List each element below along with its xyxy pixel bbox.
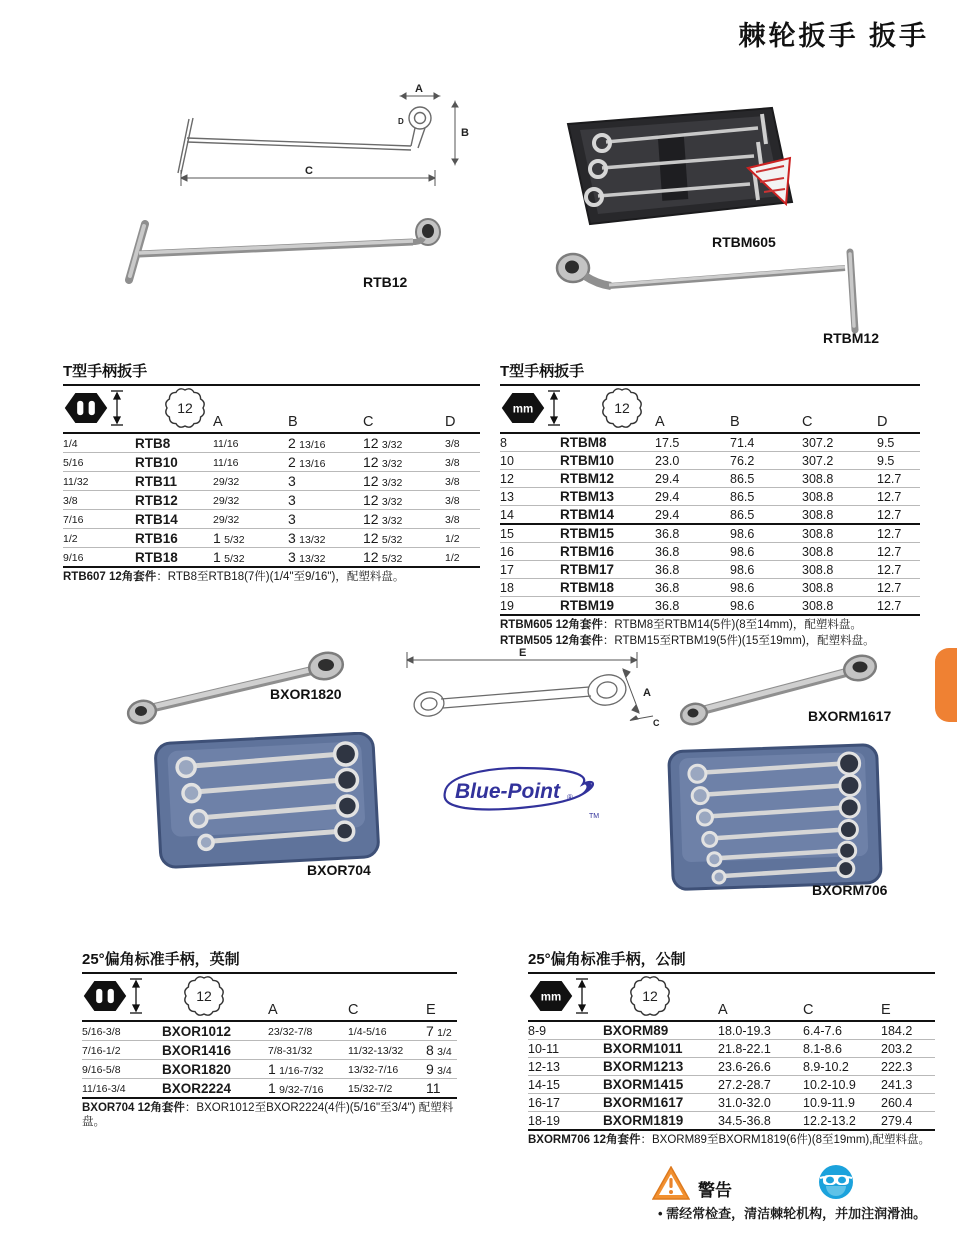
value-cell: 308.8	[802, 544, 834, 559]
value-cell: 12.7	[877, 489, 902, 504]
value-cell: 36.8	[655, 526, 680, 541]
warning-triangle-icon	[652, 1166, 690, 1200]
value-cell: 241.3	[881, 1077, 913, 1092]
12-point-badge-icon	[182, 974, 226, 1018]
col-e: E	[426, 1002, 436, 1018]
value-cell: 8 3/4	[426, 1042, 452, 1058]
value-cell: 12.7	[877, 507, 902, 522]
height-arrow-icon	[128, 976, 144, 1016]
rtbm-table-section	[500, 360, 920, 648]
value-cell: 17.5	[655, 435, 680, 450]
table-row	[528, 1076, 935, 1094]
value-cell: 2 13/16	[288, 454, 326, 470]
rtbm605-set-photo	[540, 106, 798, 236]
rtb12-label: RTB12	[363, 274, 408, 290]
dim-b-label: B	[461, 127, 469, 139]
svg-text:mm: mm	[540, 991, 562, 1004]
col-c: C	[803, 1002, 814, 1018]
size-cell: 18-19	[528, 1113, 560, 1128]
size-cell: 14-15	[528, 1077, 560, 1092]
value-cell: 6.4-7.6	[803, 1023, 842, 1038]
size-cell: 13	[500, 489, 514, 504]
model-cell: RTB12	[135, 492, 178, 508]
value-cell: 98.6	[730, 580, 755, 595]
size-cell: 12-13	[528, 1059, 560, 1074]
page-title: 棘轮扳手 扳手	[738, 21, 929, 51]
inch-square-drive-icon	[82, 977, 128, 1015]
size-cell: 10	[500, 453, 514, 468]
value-cell: 3/8	[445, 476, 460, 488]
header-row	[500, 385, 920, 433]
table-row	[82, 1060, 457, 1079]
col-e: E	[881, 1002, 891, 1018]
bxor1820-label: BXOR1820	[270, 686, 342, 702]
value-cell: 203.2	[881, 1041, 913, 1056]
model-cell: RTBM14	[560, 507, 615, 522]
col-a: A	[213, 414, 223, 430]
rtbm605-label: RTBM605	[712, 234, 776, 250]
bxor-footnote: BXOR704 12角套件：BXOR1012至BXOR2224(4件)(5/16"至3/4") 配塑料盘。	[82, 1102, 454, 1128]
size-cell: 11/32	[63, 476, 89, 488]
value-cell: 308.8	[802, 471, 834, 486]
model-cell: RTB8	[135, 435, 171, 451]
value-cell: 86.5	[730, 507, 755, 522]
table-row	[500, 452, 920, 470]
col-b: B	[288, 414, 298, 430]
col-d: D	[445, 414, 456, 430]
size-cell: 9/16-5/8	[82, 1064, 121, 1076]
header-icons-cell	[500, 385, 655, 433]
table-row	[528, 1021, 935, 1040]
model-cell: RTBM13	[560, 489, 615, 504]
model-cell: BXOR1012	[162, 1023, 232, 1039]
value-cell: 27.2-28.7	[718, 1077, 771, 1092]
model-cell: RTBM17	[560, 562, 615, 577]
value-cell: 21.8-22.1	[718, 1041, 771, 1056]
value-cell: 15/32-7/2	[348, 1083, 393, 1095]
value-cell: 7/8-31/32	[268, 1045, 313, 1057]
model-cell: BXORM1819	[603, 1113, 684, 1128]
value-cell: 3	[288, 473, 296, 489]
dim-e-label: E	[519, 647, 527, 659]
12-point-badge-icon	[628, 974, 672, 1018]
value-cell: 12 3/32	[363, 435, 403, 451]
value-cell: 12.7	[877, 562, 902, 577]
model-cell: BXORM89	[603, 1023, 669, 1038]
table-row	[500, 470, 920, 488]
value-cell: 1 1/16-7/32	[268, 1061, 324, 1077]
model-cell: RTB16	[135, 530, 178, 546]
safety-goggles-icon	[818, 1164, 854, 1200]
value-cell: 12 5/32	[363, 549, 403, 565]
value-cell: 12.7	[877, 544, 902, 559]
size-cell: 1/4	[63, 438, 78, 450]
value-cell: 18.0-19.3	[718, 1023, 771, 1038]
value-cell: 12.7	[877, 580, 902, 595]
value-cell: 86.5	[730, 471, 755, 486]
size-cell: 3/8	[63, 495, 78, 507]
model-cell: RTBM8	[560, 435, 607, 450]
size-cell: 5/16	[63, 457, 84, 469]
section-tab	[935, 648, 957, 722]
value-cell: 279.4	[881, 1113, 913, 1128]
dim-d-label: D	[398, 117, 404, 126]
col-a: A	[718, 1002, 728, 1018]
header-row	[63, 385, 480, 433]
table-row	[528, 1112, 935, 1131]
col-c: C	[802, 414, 813, 430]
mm-drive-icon	[528, 977, 574, 1015]
model-cell: RTBM19	[560, 598, 615, 613]
value-cell: 3 13/32	[288, 549, 326, 565]
value-cell: 9.5	[877, 453, 895, 468]
table-row	[500, 524, 920, 543]
value-cell: 260.4	[881, 1095, 913, 1110]
table-row	[500, 561, 920, 579]
bxorm-table	[528, 972, 935, 1131]
svg-text:12: 12	[196, 988, 212, 1004]
value-cell: 3	[288, 492, 296, 508]
table-row	[63, 529, 480, 548]
size-cell: 19	[500, 598, 514, 613]
col-c: C	[363, 414, 374, 430]
size-cell: 8	[500, 435, 507, 450]
value-cell: 9 3/4	[426, 1061, 452, 1077]
value-cell: 12.7	[877, 471, 902, 486]
value-cell: 12 5/32	[363, 530, 403, 546]
12-point-badge-icon	[163, 386, 207, 430]
table-row	[82, 1021, 457, 1041]
value-cell: 12 3/32	[363, 511, 403, 527]
dim-a-label: A	[415, 83, 423, 95]
value-cell: 36.8	[655, 598, 680, 613]
value-cell: 29/32	[213, 495, 240, 507]
col-d: D	[877, 414, 888, 430]
bxorm-table-title: 25°偏角标准手柄，公制	[528, 951, 686, 968]
size-cell: 8-9	[528, 1023, 547, 1038]
table-row	[528, 1040, 935, 1058]
value-cell: 12 3/32	[363, 473, 403, 489]
table-row	[82, 1079, 457, 1099]
table-row	[500, 488, 920, 506]
value-cell: 71.4	[730, 435, 755, 450]
svg-text:12: 12	[642, 988, 658, 1004]
value-cell: 29/32	[213, 476, 240, 488]
value-cell: 3/8	[445, 457, 460, 469]
value-cell: 7 1/2	[426, 1023, 452, 1039]
table-row	[500, 597, 920, 616]
value-cell: 98.6	[730, 544, 755, 559]
table-row	[500, 579, 920, 597]
value-cell: 12.7	[877, 598, 902, 613]
warning-bullet-text: • 需经常检查，清洁棘轮机构，并加注润滑油。	[658, 1203, 926, 1222]
value-cell: 31.0-32.0	[718, 1095, 771, 1110]
model-cell: RTBM12	[560, 471, 615, 486]
table-row	[528, 1058, 935, 1076]
model-cell: RTB11	[135, 473, 178, 489]
value-cell: 307.2	[802, 435, 834, 450]
mm-drive-icon	[500, 389, 546, 427]
bxorm1617-label: BXORM1617	[808, 708, 892, 724]
bxorm706-set-photo	[663, 742, 891, 894]
bxor-table	[82, 972, 457, 1099]
height-arrow-icon	[546, 388, 562, 428]
bluepoint-wordmark: Blue-Point	[455, 780, 560, 803]
value-cell: 29.4	[655, 489, 680, 504]
rtbm12-photo	[545, 246, 875, 336]
model-cell: RTB14	[135, 511, 178, 527]
model-cell: BXOR1416	[162, 1042, 232, 1058]
registered-mark: ®	[567, 793, 573, 802]
model-cell: BXOR2224	[162, 1080, 232, 1096]
value-cell: 8.9-10.2	[803, 1059, 849, 1074]
model-cell: BXORM1617	[603, 1095, 684, 1110]
table-row	[500, 433, 920, 452]
value-cell: 3/8	[445, 514, 460, 526]
size-cell: 18	[500, 580, 514, 595]
value-cell: 12 3/32	[363, 492, 403, 508]
value-cell: 12 3/32	[363, 454, 403, 470]
value-cell: 23/32-7/8	[268, 1026, 313, 1038]
header-icons-cell	[63, 385, 213, 433]
value-cell: 9.5	[877, 435, 895, 450]
table-row	[63, 472, 480, 491]
value-cell: 2 13/16	[288, 435, 326, 451]
value-cell: 11	[426, 1080, 441, 1096]
size-cell: 16-17	[528, 1095, 560, 1110]
12-point-badge-icon	[600, 386, 644, 430]
model-cell: RTB10	[135, 454, 178, 470]
svg-text:mm: mm	[512, 403, 534, 416]
value-cell: 23.0	[655, 453, 680, 468]
table-row	[528, 1094, 935, 1112]
col-c: C	[348, 1002, 359, 1018]
value-cell: 36.8	[655, 580, 680, 595]
rtb-footnote: RTB607 12角套件：RTB8至RTB18(7件)(1/4"至9/16")，配塑料盘。	[63, 571, 405, 583]
table-row	[63, 510, 480, 529]
value-cell: 3/8	[445, 438, 460, 450]
value-cell: 3/8	[445, 495, 460, 507]
rtb-table	[63, 384, 480, 568]
size-cell: 9/16	[63, 552, 84, 564]
value-cell: 308.8	[802, 489, 834, 504]
value-cell: 12.7	[877, 526, 902, 541]
dim-c-label: C	[653, 718, 660, 728]
header-row	[528, 973, 935, 1021]
value-cell: 29/32	[213, 514, 240, 526]
table-row	[82, 1041, 457, 1060]
value-cell: 10.9-11.9	[803, 1095, 855, 1110]
value-cell: 1/2	[445, 533, 460, 545]
bxor704-set-photo	[150, 732, 390, 870]
value-cell: 1 5/32	[213, 549, 245, 565]
value-cell: 1/4-5/16	[348, 1026, 387, 1038]
value-cell: 10.2-10.9	[803, 1077, 856, 1092]
value-cell: 1 9/32-7/16	[268, 1080, 324, 1096]
rtbm-table-title: T型手柄扳手	[500, 363, 585, 380]
height-arrow-icon	[574, 976, 590, 1016]
bluepoint-logo	[433, 760, 601, 822]
size-cell: 7/16-1/2	[82, 1045, 121, 1057]
value-cell: 11/16	[213, 438, 239, 450]
table-row	[63, 453, 480, 472]
bxor-table-title: 25°偏角标准手柄，英制	[82, 951, 240, 968]
dim-c-label: C	[305, 165, 313, 177]
value-cell: 308.8	[802, 562, 834, 577]
value-cell: 308.8	[802, 507, 834, 522]
col-b: B	[730, 414, 740, 430]
value-cell: 13/32-7/16	[348, 1064, 399, 1076]
table-row	[63, 433, 480, 453]
header-icons-cell	[528, 973, 718, 1021]
value-cell: 308.8	[802, 526, 834, 541]
box-wrench-dimension-drawing	[395, 646, 665, 746]
bxor704-label: BXOR704	[307, 862, 371, 878]
value-cell: 3 13/32	[288, 530, 326, 546]
value-cell: 307.2	[802, 453, 834, 468]
size-cell: 5/16-3/8	[82, 1026, 121, 1038]
bxorm706-label: BXORM706	[812, 882, 888, 898]
table-row	[63, 491, 480, 510]
inch-square-drive-icon	[63, 389, 109, 427]
t-wrench-dimension-drawing	[115, 82, 475, 187]
value-cell: 308.8	[802, 598, 834, 613]
tm-mark: TM	[589, 813, 600, 820]
col-a: A	[268, 1002, 278, 1018]
value-cell: 3	[288, 511, 296, 527]
rtb-table-section	[63, 360, 480, 584]
value-cell: 98.6	[730, 526, 755, 541]
rtb-table-title: T型手柄扳手	[63, 363, 148, 380]
value-cell: 86.5	[730, 489, 755, 504]
warning-label: 警告	[698, 1181, 732, 1200]
bxorm-table-section	[528, 948, 935, 1147]
value-cell: 76.2	[730, 453, 755, 468]
size-cell: 14	[500, 507, 514, 522]
size-cell: 1/2	[63, 533, 78, 545]
header-row	[82, 973, 457, 1021]
table-row	[500, 543, 920, 561]
value-cell: 36.8	[655, 544, 680, 559]
value-cell: 36.8	[655, 562, 680, 577]
size-cell: 10-11	[528, 1041, 560, 1056]
value-cell: 12.2-13.2	[803, 1113, 856, 1128]
rtbm-table	[500, 384, 920, 616]
value-cell: 184.2	[881, 1023, 913, 1038]
value-cell: 1 5/32	[213, 530, 245, 546]
model-cell: RTBM10	[560, 453, 615, 468]
value-cell: 29.4	[655, 471, 680, 486]
value-cell: 98.6	[730, 598, 755, 613]
model-cell: RTB18	[135, 549, 178, 565]
table-row	[63, 548, 480, 568]
size-cell: 15	[500, 526, 514, 541]
rtbm-footnote-2: RTBM505 12角套件：RTBM15至RTBM19(5件)(15至19mm)，配塑料盘。	[500, 635, 875, 647]
model-cell: BXORM1415	[603, 1077, 684, 1092]
size-cell: 11/16-3/4	[82, 1083, 126, 1095]
value-cell: 34.5-36.8	[718, 1113, 771, 1128]
bxorm-footnote: BXORM706 12角套件：BXORM89至BXORM1819(6件)(8至19mm),配塑料盘。	[528, 1134, 930, 1146]
value-cell: 308.8	[802, 580, 834, 595]
value-cell: 11/16	[213, 457, 239, 469]
svg-text:12: 12	[614, 400, 630, 416]
dim-a-label: A	[643, 687, 651, 699]
model-cell: RTBM18	[560, 580, 615, 595]
svg-text:12: 12	[177, 400, 193, 416]
value-cell: 98.6	[730, 562, 755, 577]
model-cell: BXOR1820	[162, 1061, 232, 1077]
size-cell: 16	[500, 544, 514, 559]
header-icons-cell	[82, 973, 268, 1021]
value-cell: 222.3	[881, 1059, 913, 1074]
value-cell: 8.1-8.6	[803, 1041, 842, 1056]
size-cell: 7/16	[63, 514, 84, 526]
rtbm12-label: RTBM12	[823, 330, 880, 346]
col-a: A	[655, 414, 665, 430]
rtbm-footnote-1: RTBM605 12角套件：RTBM8至RTBM14(5件)(8至14mm)，配塑料盘。	[500, 619, 862, 631]
height-arrow-icon	[109, 388, 125, 428]
value-cell: 11/32-13/32	[348, 1045, 404, 1057]
value-cell: 23.6-26.6	[718, 1059, 771, 1074]
value-cell: 29.4	[655, 507, 680, 522]
model-cell: BXORM1213	[603, 1059, 684, 1074]
bxor-table-section	[82, 948, 457, 1129]
model-cell: RTBM15	[560, 526, 615, 541]
model-cell: RTBM16	[560, 544, 615, 559]
size-cell: 12	[500, 471, 514, 486]
value-cell: 1/2	[445, 552, 460, 564]
model-cell: BXORM1011	[603, 1041, 683, 1056]
size-cell: 17	[500, 562, 514, 577]
table-row	[500, 506, 920, 525]
